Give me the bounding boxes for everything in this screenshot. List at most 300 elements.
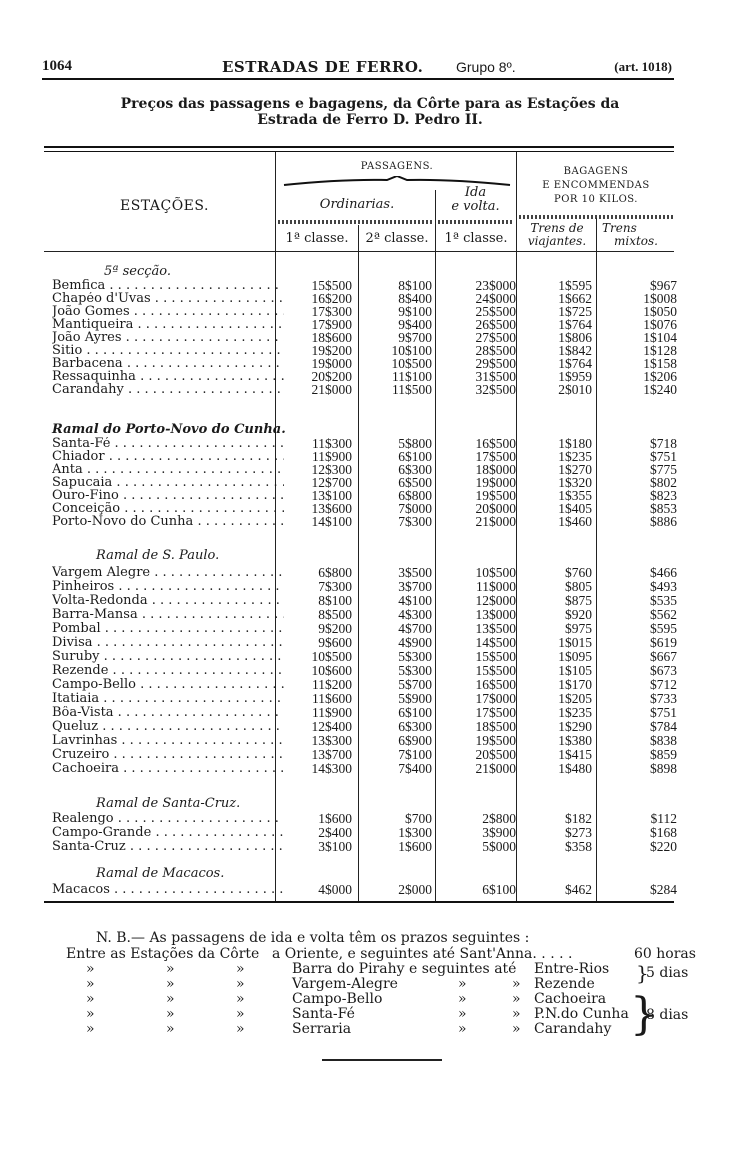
station-name: Conceição . . . [52, 502, 284, 515]
price-2nd-class: 6$500 [398, 475, 432, 490]
baggage-mixed: 1$128 [643, 343, 677, 358]
section-heading: Ramal de S. Paulo. [96, 548, 220, 563]
price-1st-class: 11$200 [312, 677, 352, 692]
baggage-passenger: 1$725 [558, 304, 592, 319]
note-route: Vargem-Alegre [292, 976, 398, 992]
price-return: 17$500 [475, 449, 516, 464]
note-destination: Cachoeira [534, 991, 607, 1007]
price-return: 17$500 [475, 705, 516, 720]
baggage-passenger: 1$320 [558, 475, 592, 490]
table-row [52, 812, 692, 825]
price-2nd-class: 6$100 [398, 705, 432, 720]
table-bottom-rule [44, 901, 674, 903]
baggage-passenger: 1$235 [558, 705, 592, 720]
header-classe1-ida: 1ª classe. [444, 231, 508, 246]
price-return: 18$500 [475, 719, 516, 734]
ditto-mark: » [166, 991, 175, 1007]
table-row [52, 279, 692, 292]
section-heading: Ramal do Porto-Novo do Cunha. [52, 422, 286, 437]
price-return: 19$500 [475, 733, 516, 748]
baggage-passenger: $358 [565, 839, 592, 854]
baggage-mixed: $838 [650, 733, 677, 748]
table-row [52, 748, 692, 761]
header-bagagens-1: BAGAGENS [563, 166, 629, 177]
price-2nd-class: 5$700 [398, 677, 432, 692]
price-1st-class: 21$000 [311, 382, 352, 397]
price-return: 24$000 [475, 291, 516, 306]
baggage-mixed: $168 [650, 825, 677, 840]
ditto-mark: » [236, 1021, 245, 1037]
baggage-mixed: $802 [650, 475, 677, 490]
station-name: Vargem Alegre . . . [52, 566, 284, 579]
table-row [52, 664, 692, 677]
table-row [52, 489, 692, 502]
table-row [52, 476, 692, 489]
price-return: 21$000 [475, 761, 516, 776]
note-destination: P.N.do Cunha [534, 1006, 629, 1022]
price-1st-class: 11$900 [312, 449, 352, 464]
price-1st-class: 14$100 [311, 514, 352, 529]
table-row [52, 383, 692, 396]
station-name: Volta-Redonda . . . [52, 594, 284, 607]
title-line-2: Estrada de Ferro D. Pedro II. [257, 112, 483, 128]
header-passagens: PASSAGENS. [360, 161, 434, 172]
baggage-mixed: $619 [650, 635, 677, 650]
note-line [66, 977, 706, 992]
price-1st-class: 11$300 [312, 436, 352, 451]
baggage-passenger: 1$205 [558, 691, 592, 706]
station-name: Campo-Bello . . . [52, 678, 284, 691]
header-classe2: 2ª classe. [365, 231, 429, 246]
price-2nd-class: 3$700 [398, 579, 432, 594]
price-return: 16$500 [475, 677, 516, 692]
baggage-passenger: 1$180 [558, 436, 592, 451]
baggage-passenger: 1$235 [558, 449, 592, 464]
station-name: Itatiaia . . . [52, 692, 284, 705]
price-1st-class: 12$700 [311, 475, 352, 490]
price-2nd-class: 5$300 [398, 649, 432, 664]
price-return: 19$000 [475, 475, 516, 490]
table-row [52, 826, 692, 839]
article-ref: (art. 1018) [614, 59, 672, 74]
price-return: 20$500 [475, 747, 516, 762]
baggage-passenger: $760 [565, 565, 592, 580]
table-row [52, 344, 692, 357]
price-return: 25$500 [475, 304, 516, 319]
note-duration: 8 dias [646, 1007, 689, 1023]
header-wavy-rule [519, 215, 674, 219]
note-route: Campo-Bello [292, 991, 383, 1007]
ditto-mark: » [458, 991, 467, 1007]
baggage-mixed: $853 [650, 501, 677, 516]
price-return: 13$500 [475, 621, 516, 636]
price-2nd-class: 8$400 [398, 291, 432, 306]
station-name: Santa-Fé . . . [52, 437, 284, 450]
price-return: 29$500 [475, 356, 516, 371]
station-name: Cachoeira . . . [52, 762, 284, 775]
price-1st-class: 18$600 [311, 330, 352, 345]
price-2nd-class: 10$500 [391, 356, 432, 371]
ditto-mark: » [86, 991, 95, 1007]
price-1st-class: 11$600 [312, 691, 352, 706]
title-line-1: Preços das passagens e bagagens, da Côrte para as Estações da [120, 96, 620, 112]
table-top-rule-thin [44, 151, 674, 152]
baggage-passenger: 2$010 [558, 382, 592, 397]
baggage-mixed: 1$158 [643, 356, 677, 371]
station-name: Pinheiros . . . [52, 580, 284, 593]
baggage-passenger: $975 [565, 621, 592, 636]
ditto-mark: » [166, 976, 175, 992]
nb-note: N. B.— As passagens de ida e volta têm os prazos seguintes : [96, 930, 530, 946]
baggage-passenger: 1$415 [558, 747, 592, 762]
note-destination: Rezende [534, 976, 595, 992]
table-row [52, 840, 692, 853]
price-2nd-class: 6$300 [398, 462, 432, 477]
header-ida-volta-1: Ida [464, 185, 487, 200]
price-1st-class: 12$400 [311, 719, 352, 734]
baggage-mixed: 1$206 [643, 369, 677, 384]
baggage-passenger: 1$170 [558, 677, 592, 692]
price-2nd-class: 5$900 [398, 691, 432, 706]
table-row [52, 762, 692, 775]
running-head-rule [42, 78, 674, 80]
baggage-passenger: 1$270 [558, 462, 592, 477]
baggage-mixed: $673 [650, 663, 677, 678]
price-2nd-class: 11$500 [392, 382, 432, 397]
station-name: Sitio . . . [52, 344, 284, 357]
station-name: Campo-Grande . . . [52, 826, 284, 839]
table-row [52, 706, 692, 719]
price-2nd-class: 4$100 [398, 593, 432, 608]
header-stations: ESTAÇÕES. [120, 198, 209, 214]
price-1st-class: 16$200 [311, 291, 352, 306]
baggage-mixed: $751 [650, 449, 677, 464]
table-row [52, 580, 692, 593]
baggage-mixed: $859 [650, 747, 677, 762]
price-2nd-class: 6$800 [398, 488, 432, 503]
price-return: 13$000 [475, 607, 516, 622]
price-2nd-class: 6$100 [398, 449, 432, 464]
note-line [66, 1007, 706, 1022]
header-wavy-rule [278, 220, 432, 224]
baggage-passenger: 1$380 [558, 733, 592, 748]
station-name: Chapéo d'Uvas . . . [52, 292, 284, 305]
table-row [52, 883, 692, 896]
price-2nd-class: 4$900 [398, 635, 432, 650]
price-1st-class: 13$700 [311, 747, 352, 762]
price-1st-class: 13$300 [311, 733, 352, 748]
baggage-passenger: $805 [565, 579, 592, 594]
price-return: 12$000 [475, 593, 516, 608]
price-1st-class: 20$200 [311, 369, 352, 384]
price-2nd-class: 2$000 [398, 882, 432, 897]
section-heading: 5ª secção. [104, 264, 171, 279]
table-row [52, 650, 692, 663]
price-return: 16$500 [475, 436, 516, 451]
baggage-mixed: $667 [650, 649, 677, 664]
table-title [60, 96, 680, 128]
header-trens-mixtos-1: Trens [602, 221, 637, 235]
station-name: Macacos . . . [52, 883, 284, 896]
price-return: 11$000 [476, 579, 516, 594]
price-1st-class: 13$100 [311, 488, 352, 503]
price-return: 19$500 [475, 488, 516, 503]
baggage-mixed: 1$050 [643, 304, 677, 319]
price-1st-class: 14$300 [311, 761, 352, 776]
price-1st-class: 17$900 [311, 317, 352, 332]
price-1st-class: 3$100 [318, 839, 352, 854]
baggage-passenger: 1$355 [558, 488, 592, 503]
baggage-passenger: 1$095 [558, 649, 592, 664]
price-2nd-class: 1$600 [398, 839, 432, 854]
price-2nd-class: 7$400 [398, 761, 432, 776]
ditto-mark: » [166, 1021, 175, 1037]
price-2nd-class: 4$700 [398, 621, 432, 636]
price-return: 28$500 [475, 343, 516, 358]
price-2nd-class: $700 [405, 811, 432, 826]
ditto-mark: » [86, 976, 95, 992]
ditto-mark: » [512, 976, 521, 992]
baggage-mixed: $886 [650, 514, 677, 529]
price-2nd-class: 9$400 [398, 317, 432, 332]
baggage-mixed: $493 [650, 579, 677, 594]
baggage-mixed: $284 [650, 882, 677, 897]
ditto-mark: » [458, 1006, 467, 1022]
ditto-mark: » [458, 976, 467, 992]
note-route: Santa-Fé [292, 1006, 355, 1022]
price-return: 15$500 [475, 649, 516, 664]
price-2nd-class: 4$300 [398, 607, 432, 622]
price-1st-class: 19$200 [311, 343, 352, 358]
brace-icon: } [630, 989, 658, 1040]
table-row [52, 357, 692, 370]
baggage-mixed: $718 [650, 436, 677, 451]
ditto-mark: » [512, 1006, 521, 1022]
station-name: Anta . . . [52, 463, 284, 476]
baggage-mixed: 1$008 [643, 291, 677, 306]
baggage-passenger: 1$015 [558, 635, 592, 650]
baggage-mixed: $466 [650, 565, 677, 580]
ditto-mark: » [166, 961, 175, 977]
baggage-passenger: 1$105 [558, 663, 592, 678]
baggage-mixed: $595 [650, 621, 677, 636]
section-heading: Ramal de Macacos. [96, 866, 225, 881]
baggage-passenger: 1$662 [558, 291, 592, 306]
price-return: 14$500 [475, 635, 516, 650]
baggage-passenger: $182 [565, 811, 592, 826]
section-heading: Ramal de Santa-Cruz. [96, 796, 241, 811]
baggage-mixed: 1$240 [643, 382, 677, 397]
ditto-mark: » [166, 1006, 175, 1022]
ditto-mark: » [86, 1021, 95, 1037]
station-name: Barra-Mansa . . . [52, 608, 284, 621]
note-destination: Entre-Rios [534, 961, 610, 977]
baggage-passenger: 1$595 [558, 278, 592, 293]
price-2nd-class: 5$300 [398, 663, 432, 678]
ditto-mark: » [236, 1006, 245, 1022]
header-bagagens-2: E ENCOMMENDAS [542, 180, 650, 191]
baggage-mixed: $220 [650, 839, 677, 854]
price-return: 21$000 [475, 514, 516, 529]
price-1st-class: 6$800 [318, 565, 352, 580]
baggage-mixed: $733 [650, 691, 677, 706]
header-classe1: 1ª classe. [285, 231, 349, 246]
brace-icon: } [636, 961, 649, 985]
header-bagagens-3: POR 10 KILOS. [554, 194, 638, 205]
station-name: Cruzeiro . . . [52, 748, 284, 761]
note-line [66, 962, 706, 977]
station-name: Santa-Cruz . . . [52, 840, 284, 853]
price-1st-class: 19$000 [311, 356, 352, 371]
ditto-mark: » [458, 1021, 467, 1037]
station-name: Lavrinhas . . . [52, 734, 284, 747]
price-1st-class: 10$600 [311, 663, 352, 678]
table-row [52, 463, 692, 476]
note-route: a Oriente, e seguintes até Sant'Anna. . . . . [272, 946, 573, 962]
price-return: 10$500 [475, 565, 516, 580]
price-2nd-class: 7$000 [398, 501, 432, 516]
table-row [52, 720, 692, 733]
price-return: 3$900 [482, 825, 516, 840]
price-2nd-class: 3$500 [398, 565, 432, 580]
baggage-passenger: $920 [565, 607, 592, 622]
running-title: ESTRADAS DE FERRO. [222, 58, 424, 76]
note-duration: 60 horas [634, 946, 696, 962]
price-1st-class: 17$300 [311, 304, 352, 319]
station-name: João Ayres . . . [52, 331, 284, 344]
baggage-mixed: $535 [650, 593, 677, 608]
baggage-passenger: $462 [565, 882, 592, 897]
price-1st-class: 4$000 [318, 882, 352, 897]
baggage-passenger: 1$842 [558, 343, 592, 358]
ditto-mark: » [512, 991, 521, 1007]
table-row [52, 331, 692, 344]
header-bottom-rule [44, 251, 674, 252]
price-return: 17$000 [475, 691, 516, 706]
station-name: Chiador . . . [52, 450, 284, 463]
price-1st-class: 8$100 [318, 593, 352, 608]
table-row [52, 566, 692, 579]
price-return: 6$100 [482, 882, 516, 897]
station-name: Ouro-Fino . . . [52, 489, 284, 502]
baggage-passenger: 1$959 [558, 369, 592, 384]
baggage-mixed: $823 [650, 488, 677, 503]
table-row [52, 734, 692, 747]
note-route: Serraria [292, 1021, 352, 1037]
header-trens-viajantes-1: Trens de [530, 221, 584, 235]
station-name: Mantiqueira . . . [52, 318, 284, 331]
baggage-passenger: $273 [565, 825, 592, 840]
table-row [52, 437, 692, 450]
price-2nd-class: 5$800 [398, 436, 432, 451]
price-1st-class: 9$600 [318, 635, 352, 650]
price-1st-class: 15$500 [311, 278, 352, 293]
note-route: Barra do Pirahy e seguintes até [292, 961, 517, 977]
price-2nd-class: 1$300 [398, 825, 432, 840]
price-return: 5$000 [482, 839, 516, 854]
station-name: João Gomes . . . [52, 305, 284, 318]
station-name: Bemfica . . . [52, 279, 284, 292]
station-name: Divisa . . . [52, 636, 284, 649]
price-1st-class: 9$200 [318, 621, 352, 636]
price-2nd-class: 7$100 [398, 747, 432, 762]
end-rule [322, 1059, 442, 1061]
price-return: 18$000 [475, 462, 516, 477]
page-number: 1064 [42, 58, 72, 74]
price-1st-class: 2$400 [318, 825, 352, 840]
note-line [66, 992, 706, 1007]
table-row [52, 318, 692, 331]
header-wavy-rule [438, 220, 513, 224]
baggage-mixed: 1$104 [643, 330, 677, 345]
station-name: Queluz . . . [52, 720, 284, 733]
table-row [52, 692, 692, 705]
station-name: Ressaquinha . . . [52, 370, 284, 383]
price-2nd-class: 9$700 [398, 330, 432, 345]
table-row [52, 678, 692, 691]
baggage-passenger: $875 [565, 593, 592, 608]
price-2nd-class: 10$100 [391, 343, 432, 358]
station-name: Barbacena . . . [52, 357, 284, 370]
note-from: Entre as Estações da Côrte [66, 946, 260, 962]
price-return: 15$500 [475, 663, 516, 678]
ditto-mark: » [86, 1006, 95, 1022]
baggage-passenger: 1$480 [558, 761, 592, 776]
price-1st-class: 7$300 [318, 579, 352, 594]
header-trens-viajantes-2: viajantes. [527, 234, 587, 248]
price-return: 2$800 [482, 811, 516, 826]
baggage-mixed: $751 [650, 705, 677, 720]
note-duration: 5 dias [646, 965, 689, 981]
table-row [52, 292, 692, 305]
station-name: Sapucaia . . . [52, 476, 284, 489]
table-row [52, 502, 692, 515]
price-1st-class: 13$600 [311, 501, 352, 516]
price-2nd-class: 8$100 [398, 278, 432, 293]
table-row [52, 515, 692, 528]
table-row [52, 636, 692, 649]
baggage-passenger: 1$290 [558, 719, 592, 734]
price-return: 27$500 [475, 330, 516, 345]
table-top-rule [44, 146, 674, 148]
price-2nd-class: 9$100 [398, 304, 432, 319]
station-name: Suruby . . . [52, 650, 284, 663]
header-ida-volta-2: e volta. [451, 199, 500, 214]
price-1st-class: 1$600 [318, 811, 352, 826]
note-line [66, 1022, 706, 1037]
baggage-mixed: $112 [650, 811, 677, 826]
ditto-mark: » [236, 991, 245, 1007]
baggage-mixed: $898 [650, 761, 677, 776]
header-ordinarias: Ordinarias. [319, 197, 395, 212]
station-name: Realengo . . . [52, 812, 284, 825]
table-row [52, 305, 692, 318]
header-trens-mixtos-2: mixtos. [613, 234, 658, 248]
price-1st-class: 11$900 [312, 705, 352, 720]
price-1st-class: 10$500 [311, 649, 352, 664]
note-line [66, 947, 706, 962]
baggage-passenger: 1$806 [558, 330, 592, 345]
baggage-passenger: 1$405 [558, 501, 592, 516]
price-return: 31$500 [475, 369, 516, 384]
price-2nd-class: 6$900 [398, 733, 432, 748]
price-return: 20$000 [475, 501, 516, 516]
table-row [52, 608, 692, 621]
station-name: Carandahy . . . [52, 383, 284, 396]
ditto-mark: » [236, 961, 245, 977]
station-name: Rezende . . . [52, 664, 284, 677]
baggage-mixed: $784 [650, 719, 677, 734]
